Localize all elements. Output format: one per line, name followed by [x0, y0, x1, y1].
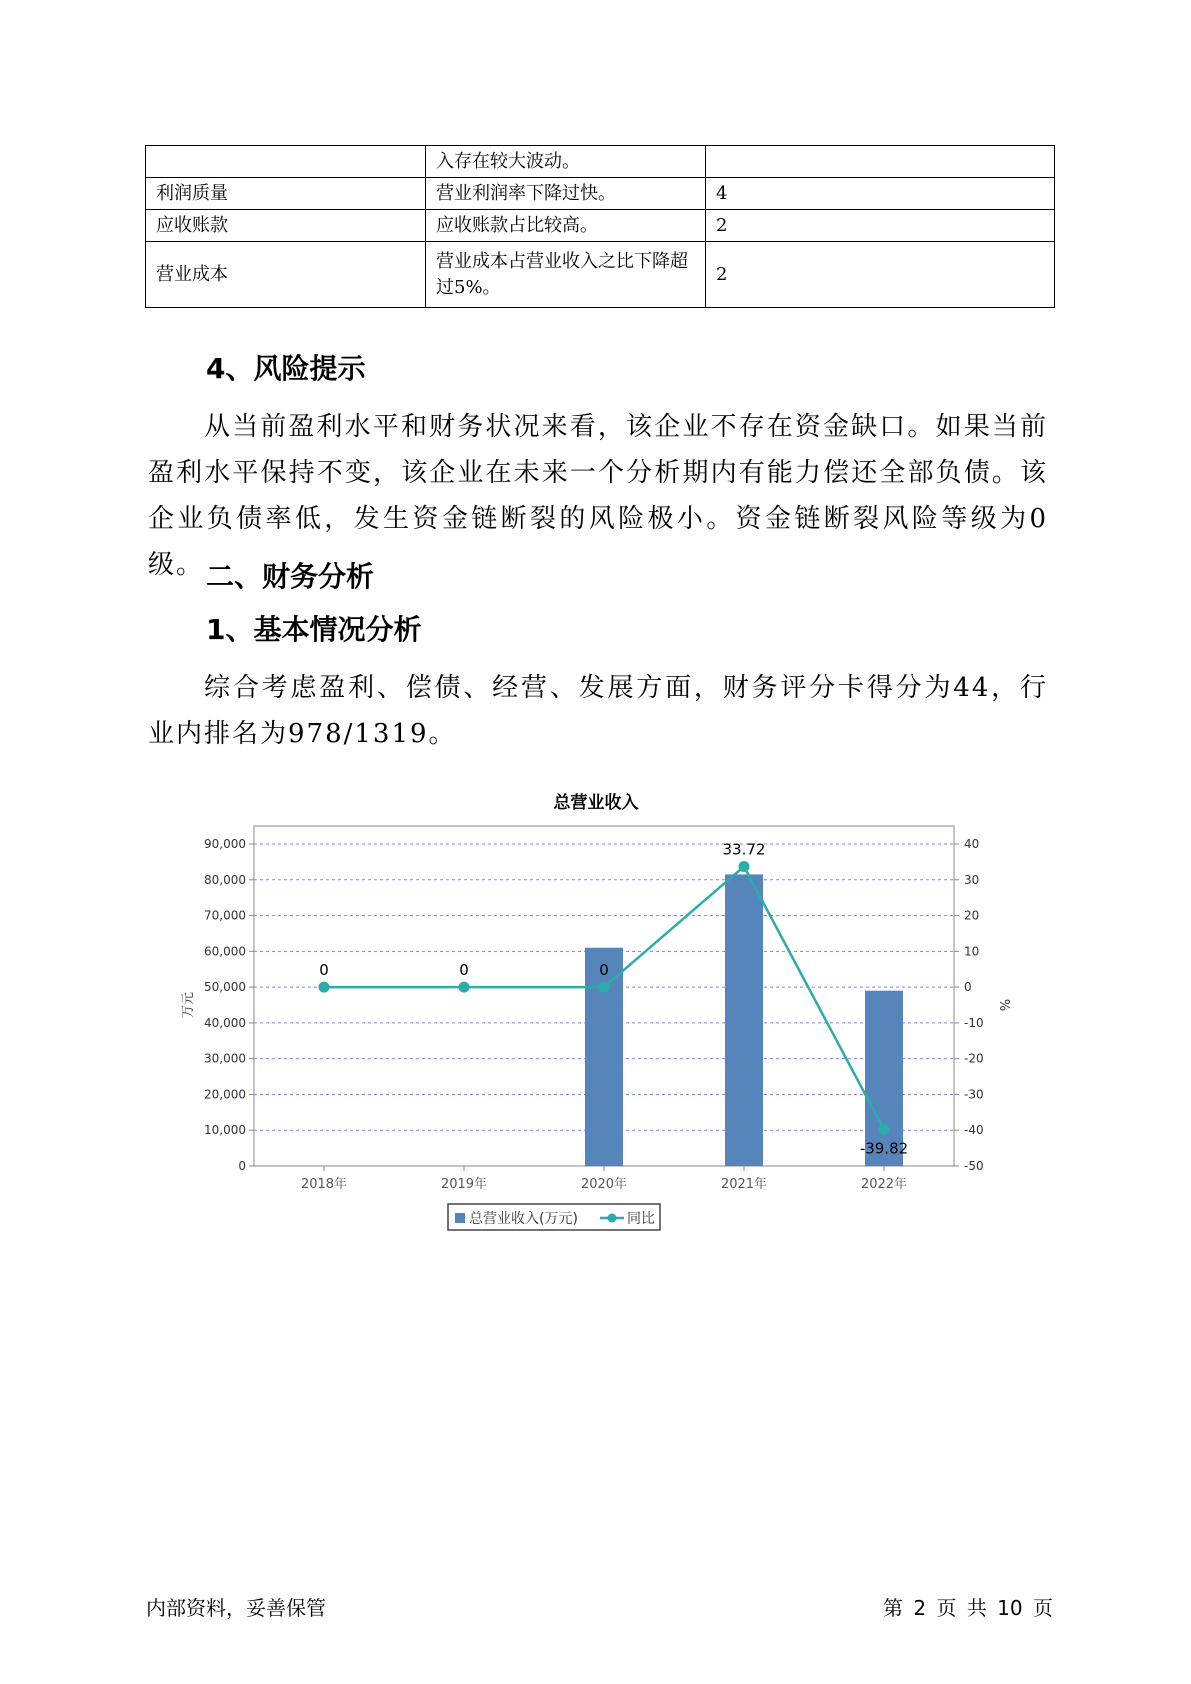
- risk-table: [145, 145, 1055, 308]
- yoy-point: [879, 1124, 890, 1135]
- table-cell-score: 4: [706, 178, 1055, 210]
- table-cell-item: 应收账款: [146, 210, 426, 242]
- y2-tick-label: -10: [964, 1015, 984, 1030]
- table-row: [146, 146, 1055, 178]
- y2-tick-label: -20: [964, 1051, 984, 1066]
- table-cell-desc: 应收账款占比较高。: [426, 210, 706, 242]
- part-2-heading: 二、财务分析: [206, 560, 375, 593]
- y-tick-label: 10,000: [204, 1123, 246, 1138]
- y-tick-label: 60,000: [204, 944, 246, 959]
- data-label: 0: [599, 961, 609, 980]
- footer-confidential: 内部资料，妥善保管: [146, 1596, 326, 1620]
- bar: [725, 874, 763, 1166]
- y-axis-label: 万元: [181, 991, 196, 1019]
- y-tick-label: 40,000: [204, 1015, 246, 1030]
- footer-page-number: 第 2 页 共 10 页: [883, 1596, 1053, 1620]
- table-cell-score: 2: [706, 242, 1055, 308]
- table-cell-desc: 入存在较大波动。: [426, 146, 706, 178]
- y2-tick-label: -40: [964, 1123, 984, 1138]
- table-cell-score: [706, 146, 1055, 178]
- y2-tick-label: -30: [964, 1087, 984, 1102]
- y-tick-label: 20,000: [204, 1087, 246, 1102]
- bar: [585, 948, 623, 1166]
- table-cell-desc: 营业利润率下降过快。: [426, 178, 706, 210]
- x-tick-label: 2019年: [440, 1177, 488, 1192]
- y2-tick-label: 20: [964, 908, 980, 923]
- x-tick-label: 2020年: [580, 1177, 628, 1192]
- data-label: 0: [459, 961, 469, 980]
- y2-tick-label: -50: [964, 1159, 984, 1173]
- table-row: [146, 178, 1055, 210]
- y2-tick-label: 10: [964, 944, 980, 959]
- y-tick-label: 70,000: [204, 908, 246, 923]
- chart-title: 总营业收入: [553, 793, 639, 813]
- table-cell-item: 营业成本: [146, 242, 426, 308]
- legend-line-marker: [608, 1214, 617, 1223]
- table-cell-score: 2: [706, 210, 1055, 242]
- legend-bar-label: 总营业收入(万元): [469, 1211, 578, 1227]
- x-tick-label: 2018年: [300, 1177, 348, 1192]
- y-tick-label: 80,000: [204, 872, 246, 887]
- revenue-chart: [180, 780, 1011, 1240]
- section-1-text: 综合考虑盈利、偿债、经营、发展方面，财务评分卡得分为44，行业内排名为978/1319。: [148, 673, 1048, 749]
- y2-tick-label: 0: [964, 980, 972, 995]
- y-tick-label: 50,000: [204, 980, 246, 995]
- x-tick-label: 2021年: [720, 1177, 768, 1192]
- yoy-point: [739, 861, 750, 872]
- table-cell-desc: 营业成本占营业收入之比下降超过5%。: [426, 242, 706, 308]
- table-cell-item: [146, 146, 426, 178]
- section-4-heading: 4、风险提示: [206, 352, 366, 385]
- y-tick-label: 90,000: [204, 837, 246, 851]
- section-1-heading: 1、基本情况分析: [206, 613, 422, 646]
- yoy-point: [599, 982, 610, 993]
- y-tick-label: 0: [238, 1159, 246, 1173]
- x-tick-label: 2022年: [860, 1177, 908, 1192]
- y2-tick-label: 30: [964, 872, 980, 887]
- legend-line-label: 同比: [627, 1211, 655, 1227]
- data-label: 0: [319, 961, 329, 980]
- table-cell-item: 利润质量: [146, 178, 426, 210]
- legend-bar-swatch: [455, 1213, 465, 1223]
- table-row: [146, 210, 1055, 242]
- y-tick-label: 30,000: [204, 1051, 246, 1066]
- table-row: [146, 242, 1055, 308]
- section-4-text: 从当前盈利水平和财务状况来看，该企业不存在资金缺口。如果当前盈利水平保持不变，该企业在未来一个分析期内有能力偿还全部负债。该企业负债率低，发生资金链断裂的风险极小。资金链断裂风险等级为0级。: [148, 412, 1048, 580]
- y2-axis-label: %: [996, 998, 1011, 1012]
- yoy-point: [319, 982, 330, 993]
- data-label: -39.82: [859, 1139, 909, 1158]
- yoy-point: [459, 982, 470, 993]
- data-label: 33.72: [722, 840, 766, 859]
- y2-tick-label: 40: [964, 837, 980, 851]
